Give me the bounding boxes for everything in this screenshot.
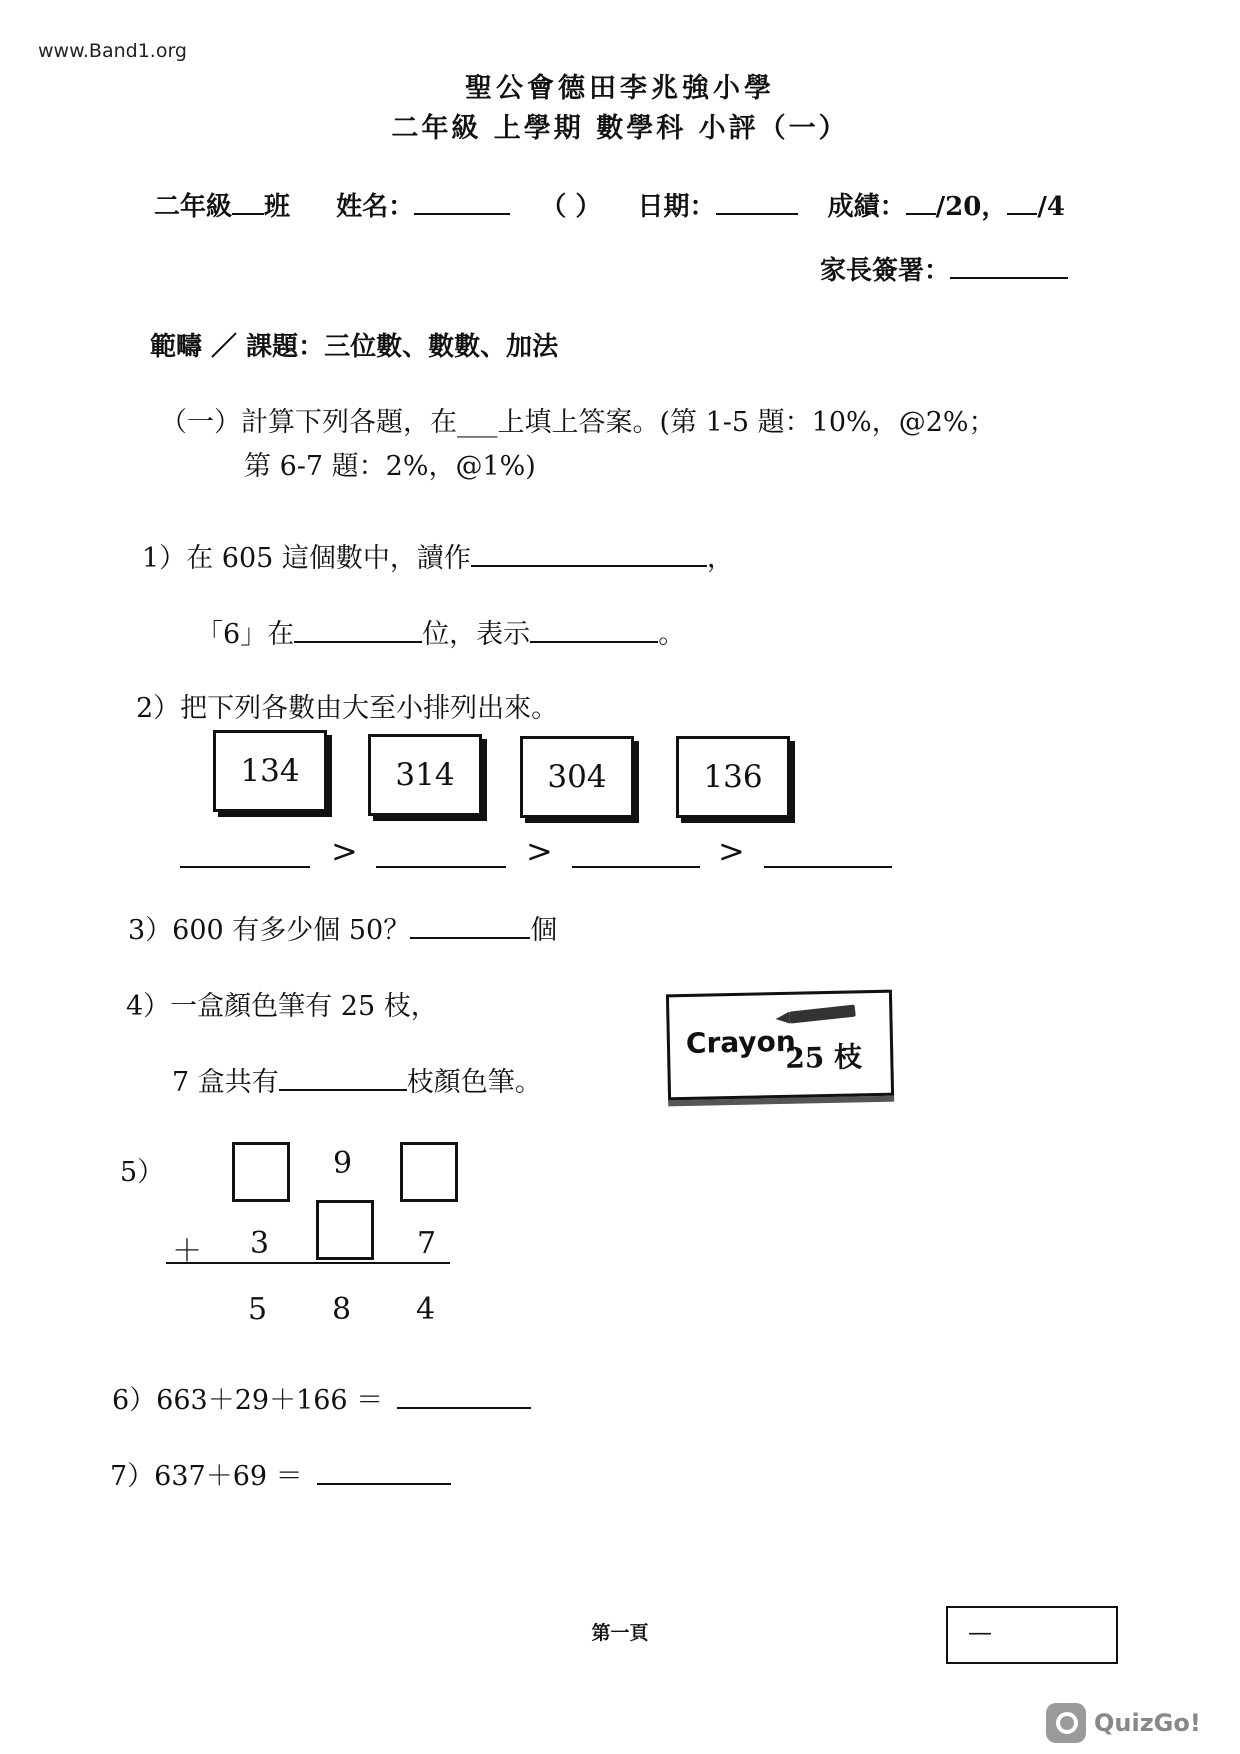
q6-line <box>112 1378 531 1417</box>
q7-text: 7）637＋69 ＝ <box>110 1461 303 1492</box>
q3-unit: 個 <box>530 915 558 946</box>
quizgo-logo-icon <box>1046 1703 1086 1743</box>
q6-blank[interactable] <box>397 1385 531 1409</box>
q1-line-1 <box>142 536 734 575</box>
exam-title: 二年級 上學期 數學科 小評（一） <box>391 113 849 144</box>
score-blank-2[interactable] <box>1007 191 1037 215</box>
section-instruction-1: （一）計算下列各題，在___上填上答案。(第 1-5 題：10%，@2%； <box>160 407 996 438</box>
answer-box[interactable] <box>400 1142 458 1202</box>
school-name: 聖公會德田李兆強小學 <box>465 73 775 104</box>
q5-label: 5） <box>120 1157 165 1188</box>
q1-text: 1）在 605 這個數中，讀作 <box>142 543 471 574</box>
order-blank-3[interactable] <box>572 866 700 868</box>
class-suffix: 班 <box>264 192 291 222</box>
score-total-1: /20， <box>935 192 1008 222</box>
number-card: 136 <box>676 736 790 818</box>
q7-blank[interactable] <box>317 1461 451 1485</box>
q4-text: 4）一盒顏色筆有 25 枝， <box>126 991 438 1022</box>
quizgo-brand: QuizGo! <box>1094 1709 1201 1737</box>
greater-than-sign: > <box>526 832 553 870</box>
digit: 8 <box>332 1292 352 1327</box>
number-card: 314 <box>368 734 482 816</box>
section-instruction-2: 第 6-7 題：2%，@1%) <box>244 451 536 482</box>
q4-text-3: 枝顏色筆。 <box>406 1067 542 1098</box>
q3-text: 3）600 有多少個 50？ <box>128 915 411 946</box>
q4-text-2: 7 盒共有 <box>172 1067 279 1098</box>
score-total-2: /4 <box>1037 192 1065 222</box>
parent-sign-blank[interactable] <box>950 255 1068 279</box>
name-blank[interactable] <box>414 191 510 215</box>
greater-than-sign: > <box>331 832 358 870</box>
page-number: 第一頁 <box>591 1622 649 1644</box>
score-blank-1[interactable] <box>906 191 936 215</box>
q1-place-text: 位，表示 <box>422 619 531 650</box>
number-card: 304 <box>520 736 634 818</box>
crayon-box-count: 25 枝 <box>784 1040 863 1075</box>
q3-line <box>128 908 557 947</box>
q1-place-blank[interactable] <box>294 619 422 643</box>
order-blank-4[interactable] <box>764 866 892 868</box>
date-blank[interactable] <box>716 191 798 215</box>
q7-line <box>110 1454 451 1493</box>
crayon-box-label: Crayon <box>685 1024 797 1060</box>
digit: 3 <box>250 1226 270 1261</box>
digit: 7 <box>417 1226 437 1261</box>
score-label: 成績： <box>827 192 906 222</box>
q1-read-blank[interactable] <box>471 543 707 567</box>
page-box-mark: — <box>968 1618 992 1646</box>
date-label: 日期： <box>637 192 716 222</box>
q4-blank[interactable] <box>279 1067 407 1091</box>
q2-text: 2）把下列各數由大至小排列出來。 <box>136 693 559 724</box>
crayon-box-image <box>666 990 894 1101</box>
parent-sign-label: 家長簽署： <box>820 256 951 286</box>
crayon-icon <box>789 1005 856 1024</box>
q4-line-2 <box>172 1060 542 1099</box>
q1-value-blank[interactable] <box>530 619 658 643</box>
q1-line-2 <box>196 612 685 651</box>
q1-comma: ， <box>706 543 734 574</box>
order-blank-2[interactable] <box>376 866 506 868</box>
page-box <box>946 1606 1118 1664</box>
digit: 9 <box>333 1146 353 1181</box>
q1-period: 。 <box>658 619 686 650</box>
sum-line <box>166 1262 450 1264</box>
scope-line: 範疇 ／ 課題：三位數、數數、加法 <box>150 332 559 362</box>
q1-six-label: 「6」在 <box>196 619 295 650</box>
q6-text: 6）663＋29＋166 ＝ <box>112 1385 384 1416</box>
info-row <box>154 186 1065 223</box>
parent-sign-row <box>820 250 1068 287</box>
name-label: 姓名： <box>336 192 415 222</box>
number-card: 134 <box>213 730 327 812</box>
class-label: 二年級 <box>154 192 233 222</box>
quizgo-watermark <box>1046 1700 1206 1746</box>
class-number-paren: （ ） <box>540 192 602 222</box>
order-blank-1[interactable] <box>180 866 310 868</box>
plus-sign: ＋ <box>172 1234 202 1269</box>
answer-box[interactable] <box>316 1200 374 1260</box>
digit: 5 <box>248 1292 268 1327</box>
q3-blank[interactable] <box>410 915 530 939</box>
class-blank[interactable] <box>232 191 264 215</box>
digit: 4 <box>416 1292 436 1327</box>
answer-box[interactable] <box>232 1142 290 1202</box>
site-watermark: www.Band1.org <box>38 40 187 62</box>
greater-than-sign: > <box>718 832 745 870</box>
